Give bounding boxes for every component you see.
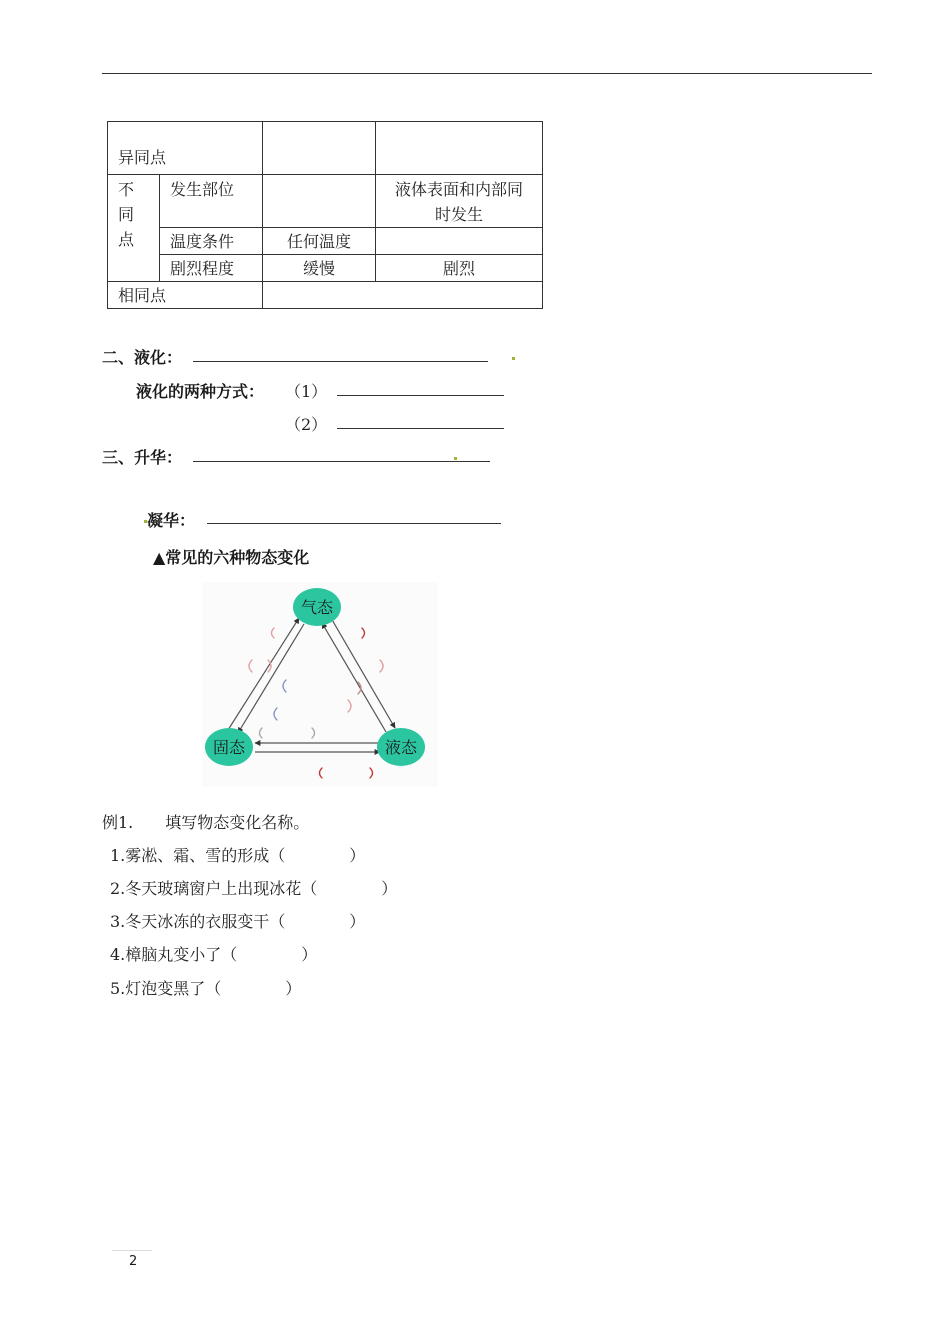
section2-item1: （1） bbox=[285, 382, 328, 401]
section2-item2-line[interactable] bbox=[337, 428, 504, 429]
section2-item1-line[interactable] bbox=[337, 395, 504, 396]
table-header-cell bbox=[108, 122, 263, 175]
example-title: 例1. 填写物态变化名称。 bbox=[102, 813, 310, 832]
section2-item2: （2） bbox=[285, 415, 328, 434]
table-cell: 缓慢 bbox=[263, 255, 376, 282]
node-gas bbox=[293, 588, 341, 626]
diagram-title: ▲常见的六种物态变化 bbox=[153, 548, 310, 567]
table-header-label: 异同点 bbox=[118, 148, 167, 167]
table-row-attr: 温度条件 bbox=[160, 228, 263, 255]
mark-dot bbox=[454, 457, 457, 460]
state-change-diagram bbox=[200, 580, 440, 790]
example-item: 3.冬天冰冻的衣服变干（ ） bbox=[110, 912, 366, 931]
table-cell bbox=[376, 228, 543, 255]
example-item: 5.灯泡变黑了（ ） bbox=[110, 979, 302, 998]
example-item: 4.樟脑丸变小了（ ） bbox=[110, 945, 318, 964]
table-header-col-b bbox=[376, 122, 543, 175]
table-group-label: 不 同 点 bbox=[108, 175, 160, 282]
node-solid bbox=[205, 728, 253, 766]
deposition-answer-line[interactable] bbox=[207, 523, 501, 524]
page-number: 2 bbox=[129, 1254, 138, 1269]
example-item: 2.冬天玻璃窗户上出现冰花（ ） bbox=[110, 879, 398, 898]
section2-sub-label: 液化的两种方式： bbox=[136, 382, 265, 401]
table-row-attr: 发生部位 bbox=[160, 175, 263, 228]
section2-heading: 二、液化： bbox=[102, 348, 183, 367]
mark-dot bbox=[512, 357, 515, 360]
table-common-cell bbox=[263, 282, 543, 309]
table-cell: 液体表面和内部同时发生 bbox=[376, 175, 543, 228]
section3-answer-line[interactable] bbox=[193, 461, 490, 462]
node-liquid bbox=[377, 728, 425, 766]
node-liquid-label: 液态 bbox=[384, 738, 418, 757]
table-cell: 任何温度 bbox=[263, 228, 376, 255]
table-cell: 剧烈 bbox=[376, 255, 543, 282]
state-change-svg bbox=[200, 580, 440, 790]
header-rule bbox=[102, 73, 872, 74]
table-row-attr: 剧烈程度 bbox=[160, 255, 263, 282]
table-common-label: 相同点 bbox=[108, 282, 263, 309]
footer-rule bbox=[112, 1250, 152, 1251]
section3-heading: 三、升华： bbox=[102, 448, 183, 467]
example-item: 1.雾凇、霜、雪的形成（ ） bbox=[110, 846, 366, 865]
node-solid-label: 固态 bbox=[212, 738, 246, 757]
table-header-col-a bbox=[263, 122, 376, 175]
deposition-heading: 凝华： bbox=[147, 511, 196, 530]
section2-answer-line[interactable] bbox=[193, 361, 488, 362]
comparison-table bbox=[107, 121, 543, 309]
table-cell bbox=[263, 175, 376, 228]
node-gas-label: 气态 bbox=[300, 598, 334, 617]
